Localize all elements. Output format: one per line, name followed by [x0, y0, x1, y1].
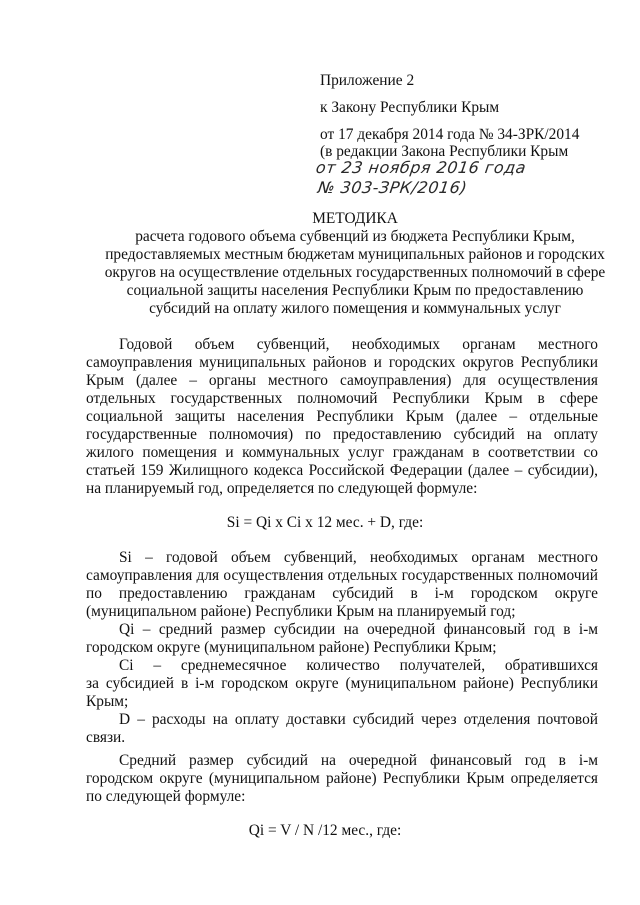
title-line-4: социальной защиты населения Республики Крым по предоставлению — [126, 282, 584, 299]
title-line-2: предоставляемых местным бюджетам муниципальных районов и городских — [105, 246, 605, 263]
definition-d-line-1: D – расходы на оплату доставки субсидий через отделения почтовой — [119, 711, 598, 728]
paragraph-2-line-2: городском округе (муниципальном районе) Республики Крым определяется — [86, 770, 598, 787]
definition-si-line-4: (муниципальном районе) Республики Крым на планируемый год; — [86, 603, 516, 620]
formula-qi: Qi = V / N /12 мес., где: — [248, 822, 402, 839]
definition-si-line-3: по предоставлению гражданам субсидий в i-м городском округе — [86, 585, 598, 602]
appendix-number: Приложение 2 — [320, 72, 415, 89]
appendix-law-ref: к Закону Республики Крым — [320, 99, 500, 116]
document-title: МЕТОДИКА — [312, 210, 398, 227]
paragraph-1-line-2: самоуправления муниципальных районов и городских округов Республики — [86, 354, 598, 371]
paragraph-1-line-5: социальной защиты населения Республики Крым (далее – отдельные — [86, 408, 598, 425]
title-line-5: субсидий на оплату жилого помещения и коммунальных услуг — [149, 300, 561, 317]
definition-si-line-1: Si – годовой объем субвенций, необходимых органам местного — [119, 549, 598, 566]
definition-d-line-2: связи. — [86, 729, 126, 746]
definition-si-line-2: самоуправления для осуществления отдельных государственных полномочий — [86, 567, 598, 584]
definition-ci-line-3: Крым; — [86, 693, 129, 710]
definition-qi-line-1: Qi – средний размер субсидии на очередной финансовый год в i-м — [119, 621, 598, 638]
paragraph-1-line-6: государственные полномочия) по предоставлению субсидий на оплату — [86, 426, 598, 443]
formula-si: Si = Qi x Ci x 12 мес. + D, где: — [226, 514, 424, 531]
definition-qi-line-2: городском округе (муниципальном районе) Республики Крым; — [86, 639, 497, 656]
handwritten-edition-date: от 23 ноября 2016 года — [314, 158, 528, 177]
definition-ci-line-2: за субсидией в i-м городском округе (муниципальном районе) Республики — [86, 675, 598, 692]
paragraph-1-line-8: статьей 159 Жилищного кодекса Российской Федерации (далее – субсидии), — [86, 462, 598, 479]
handwritten-edition-number: № 303-ЗРК/2016) — [316, 178, 469, 197]
appendix-edition-note: (в редакции Закона Республики Крым — [320, 143, 569, 160]
paragraph-1-line-4: отдельных государственных полномочий Республики Крым в сфере — [86, 390, 598, 407]
title-line-1: расчета годового объема субвенций из бюджета Республики Крым, — [135, 228, 575, 245]
title-line-3: округов на осуществление отдельных государственных полномочий в сфере — [104, 264, 606, 281]
paragraph-1-line-9: на планируемый год, определяется по следующей формуле: — [86, 480, 478, 497]
appendix-law-date: от 17 декабря 2014 года № 34-ЗРК/2014 — [320, 126, 580, 143]
paragraph-2-line-1: Средний размер субсидий на очередной финансовый год в i-м — [119, 752, 598, 769]
paragraph-2-line-3: по следующей формуле: — [86, 788, 246, 805]
paragraph-1-line-1: Годовой объем субвенций, необходимых органам местного — [119, 336, 598, 353]
paragraph-1-line-7: жилого помещения и коммунальных услуг гражданам в соответствии со — [86, 444, 598, 461]
paragraph-1-line-3: Крым (далее – органы местного самоуправления) для осуществления — [86, 372, 598, 389]
definition-ci-line-1: Ci – среднемесячное количество получателей, обратившихся — [119, 657, 598, 674]
